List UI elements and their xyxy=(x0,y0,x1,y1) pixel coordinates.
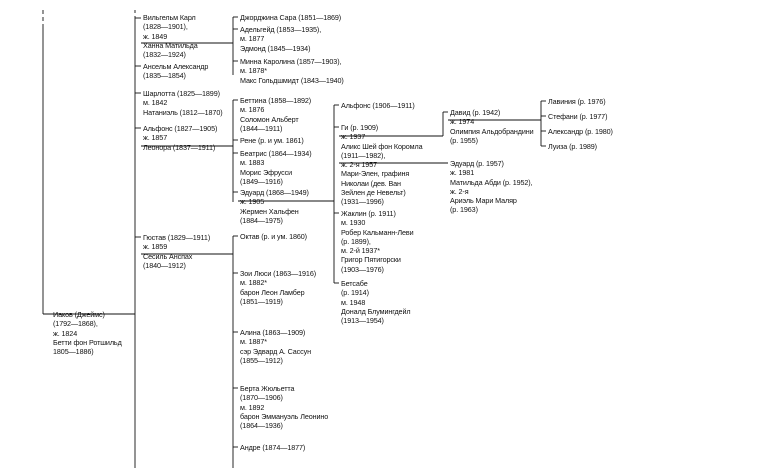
person-line: (1870—1906) xyxy=(240,393,283,403)
person-line: (1844—1911) xyxy=(240,123,283,133)
person-line: Альфонс (1906—1911) xyxy=(341,101,415,110)
person-line: Ги (р. 1909) xyxy=(341,123,379,132)
person-line: Макс Гольдшмидт (1843—1940) xyxy=(240,75,344,85)
person-line: м. 2-й 1937* xyxy=(341,246,380,256)
person-alexandre xyxy=(548,127,613,136)
person-louise xyxy=(548,142,597,151)
person-line: Эдуард (р. 1957) xyxy=(450,159,504,168)
person-guy xyxy=(341,123,423,207)
person-line: (1913—1954) xyxy=(341,316,384,326)
person-line: м. 1887* xyxy=(240,337,267,347)
person-line: (1840—1912) xyxy=(143,260,186,270)
person-line: (1832—1924) xyxy=(143,50,186,60)
person-line: Робер Кальманн-Леви xyxy=(341,227,414,237)
person-line: Доналд Блумингдейл xyxy=(341,306,411,316)
person-line: (р. 1963) xyxy=(450,205,478,215)
person-line: сэр Эдвард А. Сассун xyxy=(240,346,312,356)
person-adelheid xyxy=(240,25,321,53)
person-line: м. 1882* xyxy=(240,278,267,288)
person-line: Зейлен де Невельт) xyxy=(341,188,406,198)
person-line: Джорджина Сара (1851—1869) xyxy=(240,13,342,22)
person-line: м. 1876 xyxy=(240,105,265,115)
person-line: ж. 1937 xyxy=(341,132,366,142)
person-line: Александр (р. 1980) xyxy=(548,127,613,136)
person-line: (1911—1982), xyxy=(341,150,386,160)
person-georgina xyxy=(240,13,341,22)
person-line: Андре (1874—1877) xyxy=(240,443,306,452)
person-line: Ариэль Мари Маляр xyxy=(450,196,517,206)
person-line: (1903—1976) xyxy=(341,264,384,274)
person-wilhelm-karl xyxy=(143,13,198,59)
person-andre xyxy=(240,443,305,452)
person-line: Бетти фон Ротшильд xyxy=(53,337,122,347)
person-line: барон Эммануэль Леонино xyxy=(240,411,329,421)
person-line: (1851—1919) xyxy=(240,296,283,306)
person-line: (1828—1901), xyxy=(143,22,188,32)
person-lavinia xyxy=(548,97,606,106)
person-line: м. 1878* xyxy=(240,66,267,76)
person-line: Шарлотта (1825—1899) xyxy=(143,89,220,98)
person-bethsabee xyxy=(341,279,410,325)
person-edouard-1957 xyxy=(450,159,533,215)
person-line: Олимпия Альдобрандини xyxy=(450,126,534,136)
person-line: Рене (р. и ум. 1861) xyxy=(240,136,304,145)
person-line: м. 1892 xyxy=(240,402,265,412)
person-line: ж. 1857 xyxy=(143,133,168,143)
person-rene xyxy=(240,136,304,145)
person-line: Николаи (дев. Ван xyxy=(341,178,401,188)
person-bettina xyxy=(240,96,311,133)
person-line: Леонора (1837—1911) xyxy=(143,142,216,152)
person-line: (1864—1936) xyxy=(240,421,283,431)
person-line: м. 1842 xyxy=(143,98,168,108)
person-line: Минна Каролина (1857—1903), xyxy=(240,57,342,66)
person-minna xyxy=(240,57,344,85)
person-line: Аликс Шей фон Коромла xyxy=(341,141,423,151)
person-line: Бетсабе xyxy=(341,279,368,288)
person-iakov xyxy=(53,310,122,356)
person-line: Стефани (р. 1977) xyxy=(548,112,608,121)
person-berthe xyxy=(240,384,328,430)
person-line: Морис Эфрусси xyxy=(240,167,293,177)
person-line: ж. 1849 xyxy=(143,31,168,41)
person-line: Вильгельм Карл xyxy=(143,13,196,22)
person-line: Зои Люси (1863—1916) xyxy=(240,269,317,278)
person-line: м. 1930 xyxy=(341,218,366,228)
person-line: (1855—1912) xyxy=(240,355,283,365)
person-line: Беатрис (1864—1934) xyxy=(240,149,312,158)
person-line: ж. 1859 xyxy=(143,242,168,252)
person-line: Натаниэль (1812—1870) xyxy=(143,107,223,117)
person-line: Беттина (1858—1892) xyxy=(240,96,312,105)
person-line: 1805—1886) xyxy=(53,347,94,357)
person-line: ж. 1905 xyxy=(240,197,265,207)
person-line: Лавиния (р. 1976) xyxy=(548,97,606,106)
person-line: Ханна Матильда xyxy=(143,40,198,50)
person-line: барон Леон Ламбер xyxy=(240,287,305,297)
person-line: Октав (р. и ум. 1860) xyxy=(240,232,307,241)
person-alphonse-1906 xyxy=(341,101,415,110)
person-edouard xyxy=(240,188,309,225)
person-zoe xyxy=(240,269,316,306)
person-line: Жермен Хальфен xyxy=(240,206,299,216)
person-line: Соломон Альберт xyxy=(240,114,299,124)
person-line: Григор Пятигорски xyxy=(341,255,401,265)
person-line: (р. 1914) xyxy=(341,288,369,298)
person-line: Адельгейд (1853—1935), xyxy=(240,25,322,34)
person-line: ж. 2-я xyxy=(450,186,469,196)
person-line: (1884—1975) xyxy=(240,215,283,225)
person-line: (р. 1955) xyxy=(450,135,478,145)
person-line: Алина (1863—1909) xyxy=(240,328,306,337)
person-line: Давид (р. 1942) xyxy=(450,108,501,117)
person-line: м. 1877 xyxy=(240,34,265,44)
person-line: ж. 1974 xyxy=(450,117,475,127)
person-line: Берта Жюльетта xyxy=(240,384,295,393)
person-beatrice xyxy=(240,149,312,186)
person-stephanie xyxy=(548,112,607,121)
person-line: Эдуард (1868—1949) xyxy=(240,188,309,197)
person-line: (1931—1996) xyxy=(341,197,384,207)
person-line: (1835—1854) xyxy=(143,71,186,81)
person-line: Гюстав (1829—1911) xyxy=(143,233,211,242)
person-line: Альфонс (1827—1905) xyxy=(143,124,218,133)
person-line: ж. 1824 xyxy=(53,328,78,338)
person-line: Эдмонд (1845—1934) xyxy=(240,43,311,53)
person-david xyxy=(450,108,534,145)
person-line: (1792—1868), xyxy=(53,319,98,329)
person-alphonse xyxy=(143,124,217,152)
person-line: Луиза (р. 1989) xyxy=(548,142,597,151)
person-octave xyxy=(240,232,307,241)
person-line: ж. 1981 xyxy=(450,168,475,178)
person-line: Ансельм Александр xyxy=(143,62,209,71)
person-jacqueline xyxy=(341,209,414,274)
person-line: (1849—1916) xyxy=(240,176,283,186)
person-line: м. 1948 xyxy=(341,297,366,307)
person-line: (р. 1899), xyxy=(341,236,371,246)
person-gustave xyxy=(143,233,210,270)
person-line: Мари-Элен, графиня xyxy=(341,169,410,179)
person-line: Матильда Абди (р. 1952), xyxy=(450,177,533,187)
person-line: Жаклин (р. 1911) xyxy=(341,209,396,218)
person-anselm xyxy=(143,62,208,81)
person-aline xyxy=(240,328,311,365)
person-charlotte xyxy=(143,89,223,117)
person-line: Иаков (Джеймс) xyxy=(53,310,105,319)
person-line: Сесиль Анспах xyxy=(143,251,193,261)
person-line: м. 1883 xyxy=(240,158,265,168)
person-line: ж. 2-я 1957 xyxy=(341,160,377,170)
